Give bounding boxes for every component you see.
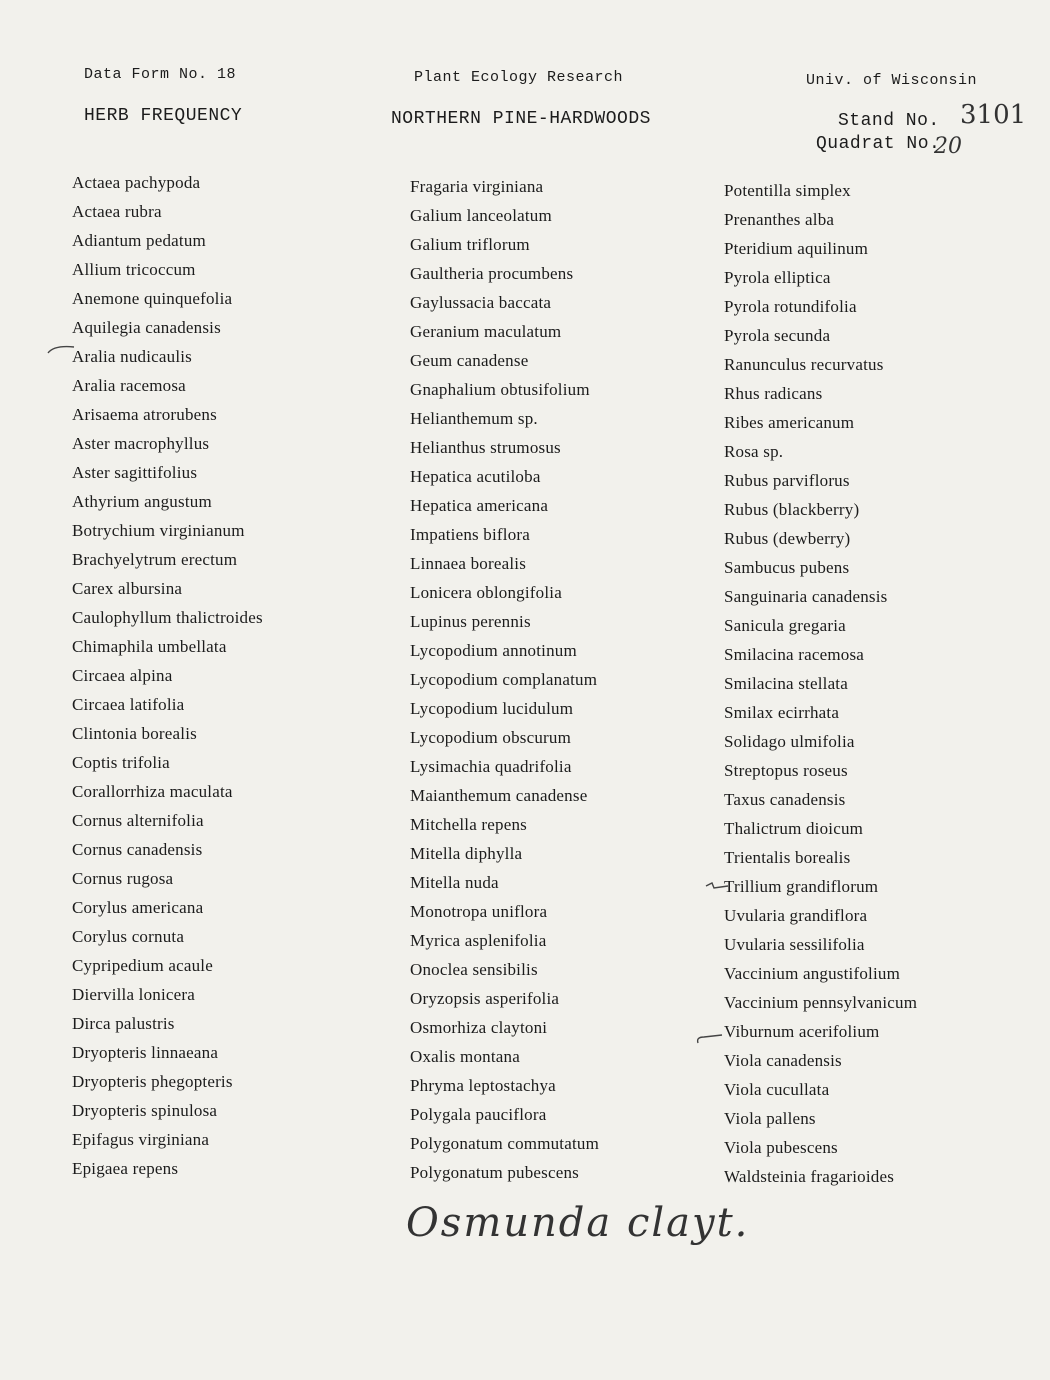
species-item: Galium triflorum (410, 235, 530, 254)
species-item: Cypripedium acaule (72, 956, 213, 975)
species-item: Polygonatum commutatum (410, 1134, 600, 1153)
species-item: Streptopus roseus (724, 761, 848, 780)
species-item: Galium lanceolatum (410, 206, 552, 225)
species-item: Uvularia grandiflora (724, 906, 868, 925)
species-item: Smilacina stellata (724, 674, 848, 693)
species-item: Athyrium angustum (72, 492, 212, 511)
species-item: Lycopodium obscurum (410, 728, 572, 747)
stand-label: Stand No. (838, 111, 940, 131)
species-item: Aralia racemosa (72, 376, 186, 395)
species-item: Geranium maculatum (410, 322, 562, 341)
species-item: Arisaema atrorubens (72, 405, 217, 424)
species-item: Impatiens biflora (410, 525, 531, 544)
species-item: Viola canadensis (724, 1051, 842, 1070)
species-item: Fragaria virginiana (410, 177, 544, 196)
species-item: Botrychium virginianum (72, 521, 245, 540)
species-item: Dryopteris linnaeana (72, 1043, 219, 1062)
check-mark (694, 1033, 724, 1045)
species-item: Viola cucullata (724, 1080, 830, 1099)
species-item: Pteridium aquilinum (724, 239, 869, 258)
species-item: Ribes americanum (724, 413, 855, 432)
species-item: Uvularia sessilifolia (724, 935, 865, 954)
species-item: Mitella diphylla (410, 844, 523, 863)
species-item: Carex albursina (72, 579, 183, 598)
species-item: Lysimachia quadrifolia (410, 757, 572, 776)
species-item: Cornus alternifolia (72, 811, 204, 830)
species-item: Sanicula gregaria (724, 616, 846, 635)
species-item: Aralia nudicaulis (72, 347, 193, 366)
quadrat-number: 20 (934, 134, 962, 159)
species-item: Ranunculus recurvatus (724, 355, 884, 374)
species-item: Rosa sp. (724, 442, 784, 461)
species-item: Mitchella repens (410, 815, 527, 834)
species-item: Cornus canadensis (72, 840, 203, 859)
species-item: Rhus radicans (724, 384, 823, 403)
species-item: Lonicera oblongifolia (410, 583, 562, 602)
species-item: Corallorrhiza maculata (72, 782, 233, 801)
species-item: Sambucus pubens (724, 558, 850, 577)
species-item: Actaea pachypoda (72, 173, 201, 192)
species-item: Rubus (blackberry) (724, 500, 860, 519)
species-item: Solidago ulmifolia (724, 732, 855, 751)
species-item: Linnaea borealis (410, 554, 527, 573)
species-item: Actaea rubra (72, 202, 162, 221)
species-item: Viburnum acerifolium (724, 1022, 880, 1041)
species-item: Chimaphila umbellata (72, 637, 227, 656)
species-item: Dryopteris phegopteris (72, 1072, 233, 1091)
species-item: Vaccinium pennsylvanicum (724, 993, 918, 1012)
species-item: Rubus (dewberry) (724, 529, 851, 548)
species-item: Mitella nuda (410, 873, 499, 892)
species-item: Gaylussacia baccata (410, 293, 552, 312)
species-item: Corylus cornuta (72, 927, 185, 946)
species-item: Monotropa uniflora (410, 902, 548, 921)
species-item: Maianthemum canadense (410, 786, 588, 805)
species-item: Onoclea sensibilis (410, 960, 538, 979)
university-label: Univ. of Wisconsin (806, 72, 978, 89)
research-label: Plant Ecology Research (414, 69, 624, 86)
species-item: Rubus parviflorus (724, 471, 850, 490)
species-item: Brachyelytrum erectum (72, 550, 238, 569)
species-item: Dirca palustris (72, 1014, 175, 1033)
species-item: Lycopodium lucidulum (410, 699, 574, 718)
species-item: Aster sagittifolius (72, 463, 198, 482)
species-item: Lycopodium annotinum (410, 641, 577, 660)
species-item: Prenanthes alba (724, 210, 835, 229)
species-item: Lycopodium complanatum (410, 670, 598, 689)
species-item: Trientalis borealis (724, 848, 851, 867)
species-item: Polygala pauciflora (410, 1105, 547, 1124)
species-item: Oryzopsis asperifolia (410, 989, 560, 1008)
species-item: Lupinus perennis (410, 612, 531, 631)
species-item: Cornus rugosa (72, 869, 174, 888)
species-item: Viola pallens (724, 1109, 816, 1128)
quadrat-label: Quadrat No. (816, 134, 941, 154)
species-item: Oxalis montana (410, 1047, 520, 1066)
species-item: Circaea alpina (72, 666, 173, 685)
check-mark (700, 880, 730, 892)
species-item: Osmorhiza claytoni (410, 1018, 548, 1037)
species-item: Corylus americana (72, 898, 204, 917)
species-item: Polygonatum pubescens (410, 1163, 579, 1182)
species-item: Hepatica americana (410, 496, 549, 515)
species-item: Helianthemum sp. (410, 409, 538, 428)
species-item: Waldsteinia fragarioides (724, 1167, 895, 1186)
species-item: Adiantum pedatum (72, 231, 206, 250)
species-item: Vaccinium angustifolium (724, 964, 900, 983)
species-item: Anemone quinquefolia (72, 289, 233, 308)
species-item: Trillium grandiflorum (724, 877, 879, 896)
species-column-1 (72, 168, 392, 1183)
species-item: Pyrola elliptica (724, 268, 831, 287)
species-item: Viola pubescens (724, 1138, 838, 1157)
species-item: Diervilla lonicera (72, 985, 196, 1004)
species-item: Caulophyllum thalictroides (72, 608, 263, 627)
species-item: Gaultheria procumbens (410, 264, 574, 283)
species-item: Sanguinaria canadensis (724, 587, 888, 606)
species-item: Pyrola rotundifolia (724, 297, 857, 316)
form-title: HERB FREQUENCY (84, 106, 243, 126)
species-item: Epigaea repens (72, 1159, 179, 1178)
species-column-3 (724, 176, 1044, 1191)
species-item: Pyrola secunda (724, 326, 831, 345)
species-column-2 (410, 172, 730, 1187)
species-item: Dryopteris spinulosa (72, 1101, 218, 1120)
stand-number: 3101 (960, 100, 1027, 130)
handwritten-note: Osmunda clayt. (406, 1200, 750, 1246)
species-item: Smilacina racemosa (724, 645, 865, 664)
species-item: Myrica asplenifolia (410, 931, 547, 950)
species-item: Taxus canadensis (724, 790, 846, 809)
species-item: Geum canadense (410, 351, 529, 370)
species-item: Helianthus strumosus (410, 438, 561, 457)
species-item: Thalictrum dioicum (724, 819, 864, 838)
species-item: Smilax ecirrhata (724, 703, 840, 722)
species-item: Hepatica acutiloba (410, 467, 541, 486)
species-item: Epifagus virginiana (72, 1130, 210, 1149)
species-item: Coptis trifolia (72, 753, 170, 772)
species-item: Allium tricoccum (72, 260, 196, 279)
community-title: NORTHERN PINE-HARDWOODS (391, 109, 651, 129)
species-item: Phryma leptostachya (410, 1076, 556, 1095)
species-item: Gnaphalium obtusifolium (410, 380, 590, 399)
check-mark (46, 343, 76, 355)
species-item: Clintonia borealis (72, 724, 197, 743)
species-item: Aquilegia canadensis (72, 318, 221, 337)
species-item: Potentilla simplex (724, 181, 851, 200)
form-number: Data Form No. 18 (84, 66, 237, 83)
species-item: Aster macrophyllus (72, 434, 210, 453)
species-item: Circaea latifolia (72, 695, 185, 714)
